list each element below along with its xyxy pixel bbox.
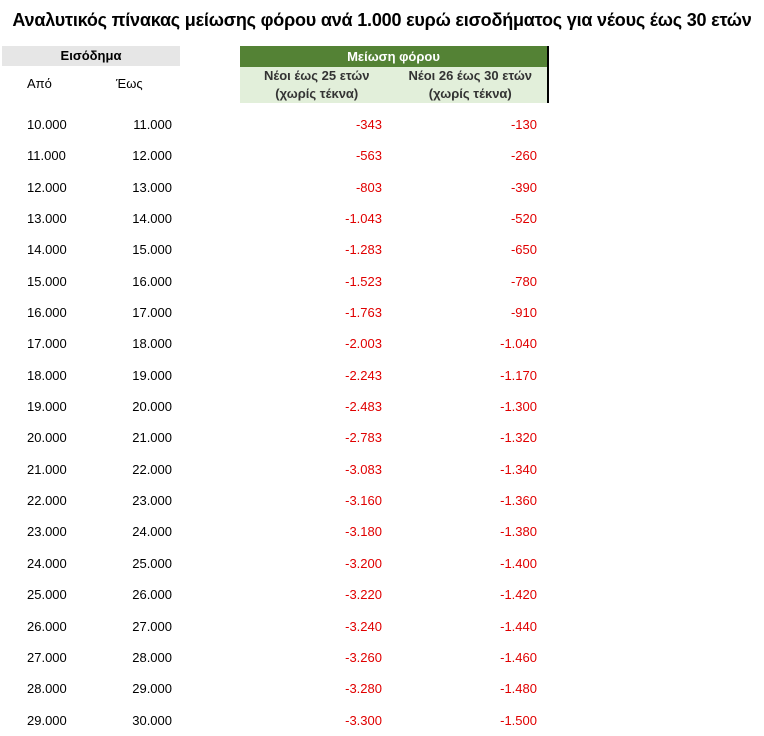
cell-reduction-young-up-to-25: -3.260	[345, 649, 382, 665]
table-row	[0, 611, 764, 642]
cell-income-from: 13.000	[27, 211, 67, 227]
table-row	[0, 140, 764, 171]
tax-reduction-header: Μείωση φόρου	[240, 46, 547, 67]
cell-income-to: 18.000	[132, 336, 172, 352]
cell-reduction-young-up-to-25: -1.283	[345, 242, 382, 258]
cell-income-to: 16.000	[132, 273, 172, 289]
table-row	[0, 454, 764, 485]
cell-income-from: 15.000	[27, 273, 67, 289]
table-row	[0, 422, 764, 453]
cell-reduction-young-up-to-25: -1.763	[345, 305, 382, 321]
cell-income-from: 22.000	[27, 493, 67, 509]
cell-income-from: 19.000	[27, 399, 67, 415]
cell-income-to: 27.000	[132, 618, 172, 634]
column-header-young-26-to-30-line1: Νέοι 26 έως 30 ετών	[408, 68, 533, 83]
cell-reduction-young-up-to-25: -343	[355, 117, 382, 132]
cell-income-from: 17.000	[27, 336, 67, 352]
table-row	[0, 328, 764, 359]
cell-reduction-young-26-to-30: -390	[510, 179, 537, 195]
cell-income-from: 11.000	[27, 148, 66, 164]
cell-income-to: 25.000	[132, 555, 172, 571]
column-header-young-up-to-25-line1: Νέοι έως 25 ετών	[263, 68, 370, 83]
cell-income-to: 19.000	[132, 367, 172, 383]
cell-income-from: 16.000	[27, 305, 67, 321]
table-row	[0, 516, 764, 547]
cell-income-from: 14.000	[27, 242, 67, 258]
cell-income-from: 24.000	[27, 555, 67, 571]
table-row	[0, 485, 764, 516]
cell-reduction-young-up-to-25: -3.220	[345, 587, 382, 603]
cell-income-to: 26.000	[132, 587, 172, 603]
page-title: Αναλυτικός πίνακας μείωσης φόρου ανά 1.000 ευρώ εισοδήματος για νέους έως 30 ετών	[12, 10, 752, 30]
table-row	[0, 579, 764, 610]
cell-income-to: 24.000	[132, 524, 172, 540]
table-row	[0, 360, 764, 391]
cell-reduction-young-26-to-30: -520	[510, 211, 537, 227]
cell-income-from: 25.000	[27, 587, 67, 603]
table-row	[0, 391, 764, 422]
column-header-young-26-to-30	[394, 67, 548, 103]
cell-reduction-young-26-to-30: -910	[510, 305, 537, 321]
cell-reduction-young-up-to-25: -3.280	[345, 681, 382, 697]
cell-income-from: 20.000	[27, 430, 67, 446]
cell-income-from: 18.000	[27, 367, 67, 383]
cell-reduction-young-up-to-25: -803	[355, 179, 382, 195]
cell-income-from: 10.000	[27, 117, 67, 132]
data-table-body	[0, 109, 764, 736]
tax-reduction-header-block	[240, 46, 549, 103]
cell-income-from: 23.000	[27, 524, 67, 540]
cell-reduction-young-26-to-30: -1.420	[500, 587, 537, 603]
cell-income-to: 14.000	[132, 211, 172, 227]
cell-reduction-young-up-to-25: -563	[355, 148, 382, 164]
cell-reduction-young-26-to-30: -1.170	[500, 367, 537, 383]
cell-income-to: 17.000	[132, 305, 172, 321]
cell-reduction-young-26-to-30: -1.440	[500, 618, 537, 634]
cell-reduction-young-26-to-30: -1.040	[500, 336, 537, 352]
cell-income-to: 29.000	[132, 681, 172, 697]
cell-reduction-young-up-to-25: -3.240	[345, 618, 382, 634]
table-row	[0, 203, 764, 234]
table-row	[0, 266, 764, 297]
cell-reduction-young-26-to-30: -650	[510, 242, 537, 258]
cell-income-to: 22.000	[132, 461, 172, 477]
column-header-young-up-to-25-line2: (χωρίς τέκνα)	[275, 86, 359, 101]
table-row	[0, 705, 764, 736]
cell-income-from: 29.000	[27, 712, 67, 728]
cell-income-to: 13.000	[132, 179, 172, 195]
cell-reduction-young-26-to-30: -1.360	[500, 493, 537, 509]
cell-reduction-young-26-to-30: -1.500	[500, 712, 537, 728]
tax-reduction-subheaders	[240, 67, 547, 103]
cell-reduction-young-26-to-30: -1.340	[500, 461, 537, 477]
cell-income-to: 11.000	[133, 117, 172, 132]
cell-income-to: 12.000	[132, 148, 172, 164]
cell-reduction-young-up-to-25: -2.243	[345, 367, 382, 383]
cell-reduction-young-up-to-25: -3.200	[345, 555, 382, 571]
cell-reduction-young-26-to-30: -1.480	[500, 681, 537, 697]
cell-reduction-young-26-to-30: -1.400	[500, 555, 537, 571]
table-row	[0, 673, 764, 704]
cell-reduction-young-26-to-30: -130	[510, 117, 537, 132]
column-header-to: Έως	[116, 76, 143, 91]
cell-income-to: 28.000	[132, 649, 172, 665]
column-header-young-26-to-30-line2: (χωρίς τέκνα)	[428, 86, 512, 101]
table-row	[0, 297, 764, 328]
cell-reduction-young-up-to-25: -1.523	[345, 273, 382, 289]
cell-income-from: 28.000	[27, 681, 67, 697]
cell-reduction-young-26-to-30: -1.320	[500, 430, 537, 446]
cell-income-to: 30.000	[132, 712, 172, 728]
cell-reduction-young-26-to-30: -1.380	[500, 524, 537, 540]
cell-reduction-young-up-to-25: -3.083	[345, 461, 382, 477]
cell-reduction-young-up-to-25: -3.300	[345, 712, 382, 728]
cell-income-from: 21.000	[27, 461, 67, 477]
cell-reduction-young-up-to-25: -1.043	[345, 211, 382, 227]
cell-reduction-young-26-to-30: -780	[510, 273, 537, 289]
table-row	[0, 234, 764, 265]
cell-income-from: 12.000	[27, 179, 67, 195]
cell-reduction-young-26-to-30: -260	[510, 148, 537, 164]
column-header-young-up-to-25	[240, 67, 394, 103]
table-row	[0, 642, 764, 673]
income-header: Εισόδημα	[2, 46, 180, 66]
cell-income-to: 23.000	[132, 493, 172, 509]
cell-reduction-young-up-to-25: -2.003	[345, 336, 382, 352]
cell-income-to: 20.000	[132, 399, 172, 415]
table-row	[0, 109, 764, 140]
cell-reduction-young-up-to-25: -2.783	[345, 430, 382, 446]
table-row	[0, 548, 764, 579]
table-row	[0, 172, 764, 203]
cell-income-from: 26.000	[27, 618, 67, 634]
cell-reduction-young-up-to-25: -3.180	[345, 524, 382, 540]
cell-income-from: 27.000	[27, 649, 67, 665]
column-header-from: Από	[27, 76, 52, 91]
cell-reduction-young-up-to-25: -3.160	[345, 493, 382, 509]
cell-reduction-young-up-to-25: -2.483	[345, 399, 382, 415]
cell-reduction-young-26-to-30: -1.300	[500, 399, 537, 415]
cell-reduction-young-26-to-30: -1.460	[500, 649, 537, 665]
cell-income-to: 21.000	[132, 430, 172, 446]
cell-income-to: 15.000	[132, 242, 172, 258]
